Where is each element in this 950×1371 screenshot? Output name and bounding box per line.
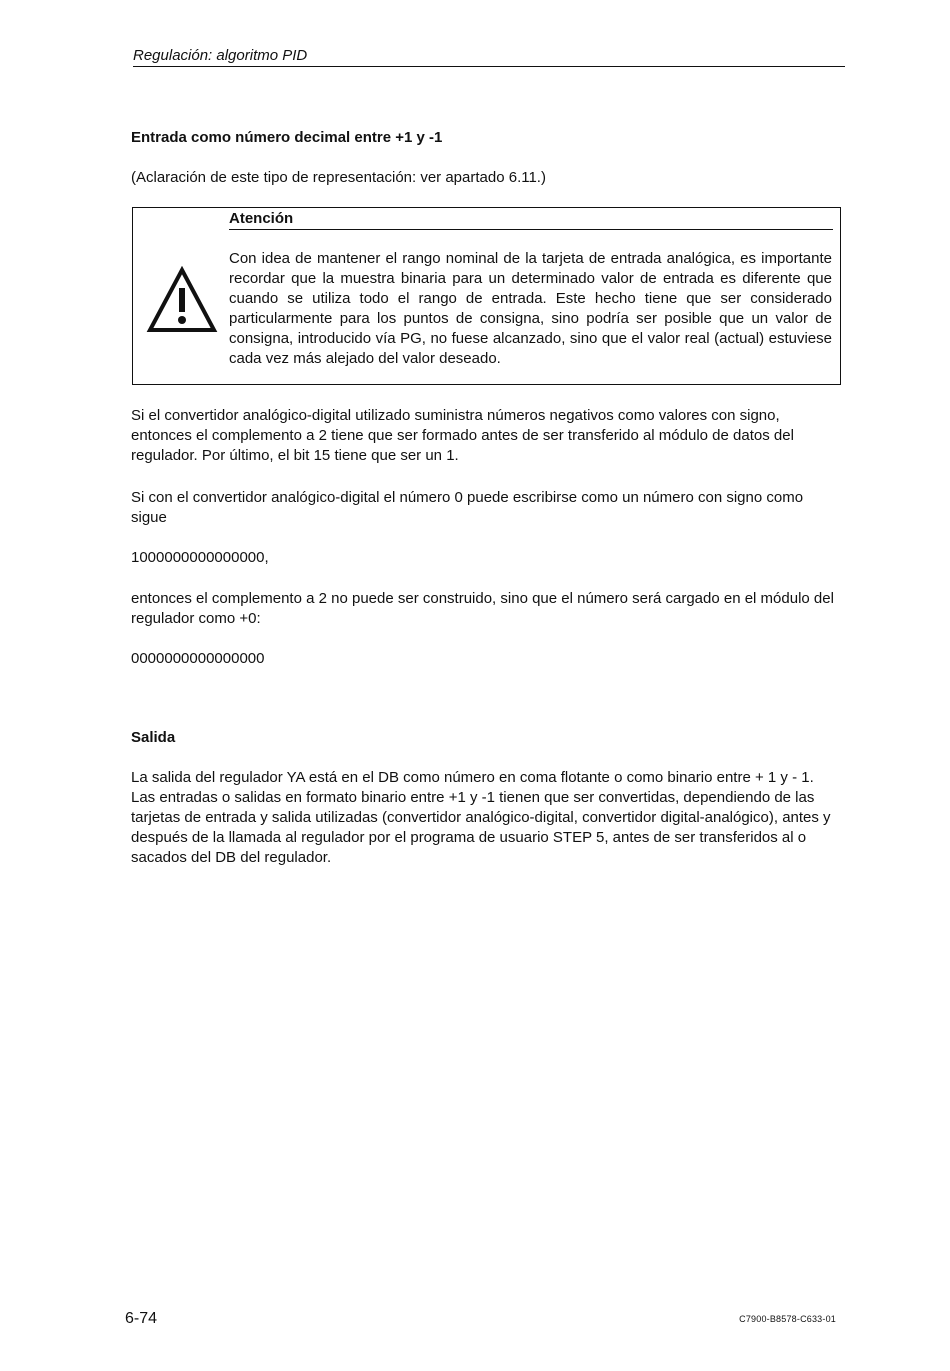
- binary-value-1: 1000000000000000,: [131, 549, 269, 566]
- running-header: Regulación: algoritmo PID: [133, 47, 845, 67]
- paragraph-negative-numbers: Si el convertidor analógico-digital utilizado suministra números negativos como valores con signo, entonces el complemento a 2 tiene que ser formado antes de ser transferido al módulo de datos del regulador. Por último, el bit 15 tiene que ser un 1.: [131, 407, 794, 464]
- notice-body: Con idea de mantener el rango nominal de la tarjeta de entrada analógica, es importante recordar que la muestra binaria para un determinado valor de entrada es diferente que cuando se utiliza todo el rango de entrada. Este hecho tiene que ser considerado particularmente para los puntos de consigna, sino podría ser posible que un valor de consigna, introducido vía PG, no fuese alcanzado, sino que el valor real (actual) estuviese cada vez más alejado del valor deseado.: [229, 250, 832, 367]
- paragraph-twos-complement: entonces el complemento a 2 no puede ser construido, sino que el número será cargado en el módulo del regulador como +0:: [131, 590, 834, 627]
- section-heading-input: Entrada como número decimal entre +1 y -1: [131, 129, 443, 146]
- attention-notice-box: [132, 207, 841, 385]
- warning-triangle-icon: [146, 266, 218, 334]
- notice-title: Atención: [229, 209, 833, 230]
- paragraph-zero-signed: Si con el convertidor analógico-digital el número 0 puede escribirse como un número con signo como sigue: [131, 489, 804, 526]
- paragraph-output: La salida del regulador YA está en el DB como número en coma flotante o como binario entre + 1 y - 1. Las entradas o salidas en formato binario entre +1 y -1 tienen que ser convertidas, dependiendo de las tarjetas de entrada y salida utilizadas (convertidor analógico-digital, convertidor digital-analógico), antes y después de la llamada al regulador por el programa de usuario STEP 5, antes de ser transferidos al o sacados del DB del regulador.: [131, 769, 831, 866]
- binary-value-2: 0000000000000000: [131, 650, 265, 667]
- document-code: C7900-B8578-C633-01: [739, 1314, 836, 1324]
- section-note: (Aclaración de este tipo de representación: ver apartado 6.11.): [131, 169, 546, 186]
- section-heading-output: Salida: [131, 729, 176, 746]
- page-number: 6-74: [125, 1310, 158, 1327]
